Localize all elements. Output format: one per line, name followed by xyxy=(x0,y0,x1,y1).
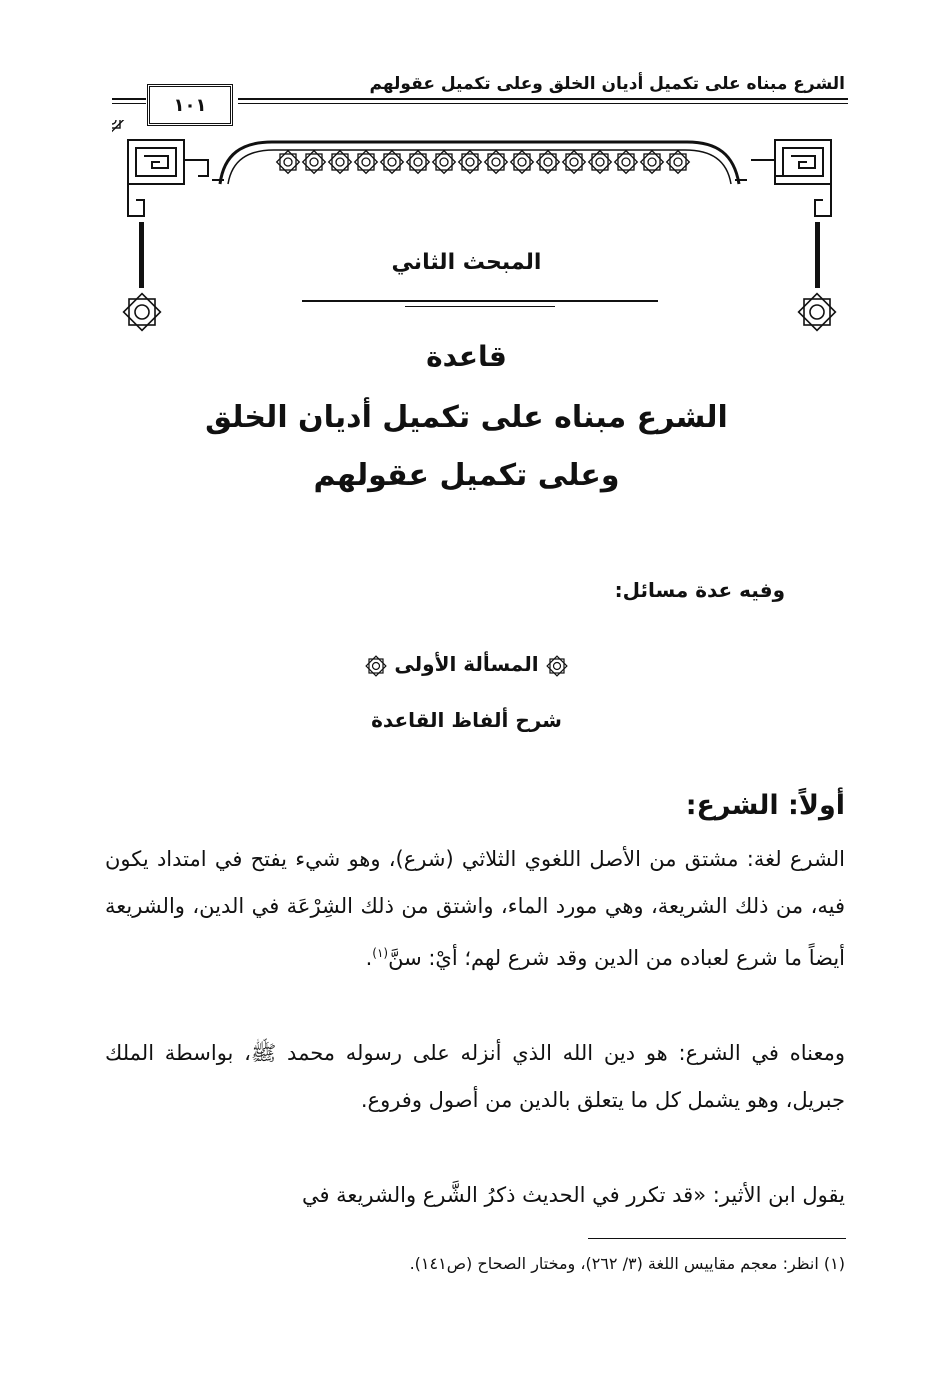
header-rule-right xyxy=(238,98,848,100)
frame-ornament xyxy=(112,120,847,350)
rule-title-line-2: وعلى تكميل عقولهم xyxy=(313,458,620,493)
paragraph-1-end: . xyxy=(365,946,373,970)
page-number: ١٠١ xyxy=(147,84,233,126)
paragraph-3: يقول ابن الأثير: «قد تكرر في الحديث ذكرُ الشَّرع والشريعة في xyxy=(301,1183,845,1207)
issue-title-row xyxy=(0,652,933,677)
intro-text: وفيه عدة مسائل: xyxy=(614,578,785,602)
header-rule-right-2 xyxy=(238,103,848,104)
footnote: (١) انظر: معجم مقاييس اللغة (٣/ ٢٦٢)، ومختار الصحاح (ص١٤١). xyxy=(409,1254,845,1273)
header-rule-left xyxy=(112,98,146,100)
header-rule-left-2 xyxy=(112,103,146,104)
body-heading: أولاً: الشرع: xyxy=(685,790,845,821)
running-header: الشرع مبناه على تكميل أديان الخلق وعلى تكميل عقولهم xyxy=(369,74,845,94)
footnote-ref: (١) xyxy=(372,946,389,960)
footnote-separator xyxy=(588,1238,846,1239)
star-ornament-icon xyxy=(546,655,568,677)
paragraph-1 xyxy=(105,836,845,982)
section-title: المبحث الثاني xyxy=(391,250,542,275)
section-title-underline-2 xyxy=(405,306,555,307)
section-title-underline xyxy=(302,300,658,302)
issue-subtitle: شرح ألفاظ القاعدة xyxy=(371,708,562,732)
paragraph-1-text: الشرع لغة: مشتق من الأصل اللغوي الثلاثي (شرع)، وهو شيء يفتح في امتداد يكون فيه، من ذلك الشريعة، وهي مورد الماء، واشتق من ذلك الشِرْعَة في الدين، والشريعة أيضاً ما شرع لعباده من الدين وقد شرع لهم؛ أيْ: سنَّ xyxy=(105,847,845,970)
issue-title: المسألة الأولى xyxy=(394,652,539,676)
rule-label: قاعدة xyxy=(426,340,507,373)
star-ornament-icon xyxy=(365,655,387,677)
paragraph-2: ومعناه في الشرع: هو دين الله الذي أنزله على رسوله محمد ﷺ، بواسطة الملك جبريل، وهو يشمل كل ما يتعلق بالدين من أصول وفروع. xyxy=(105,1041,845,1112)
rule-title-line-1: الشرع مبناه على تكميل أديان الخلق xyxy=(205,400,728,435)
